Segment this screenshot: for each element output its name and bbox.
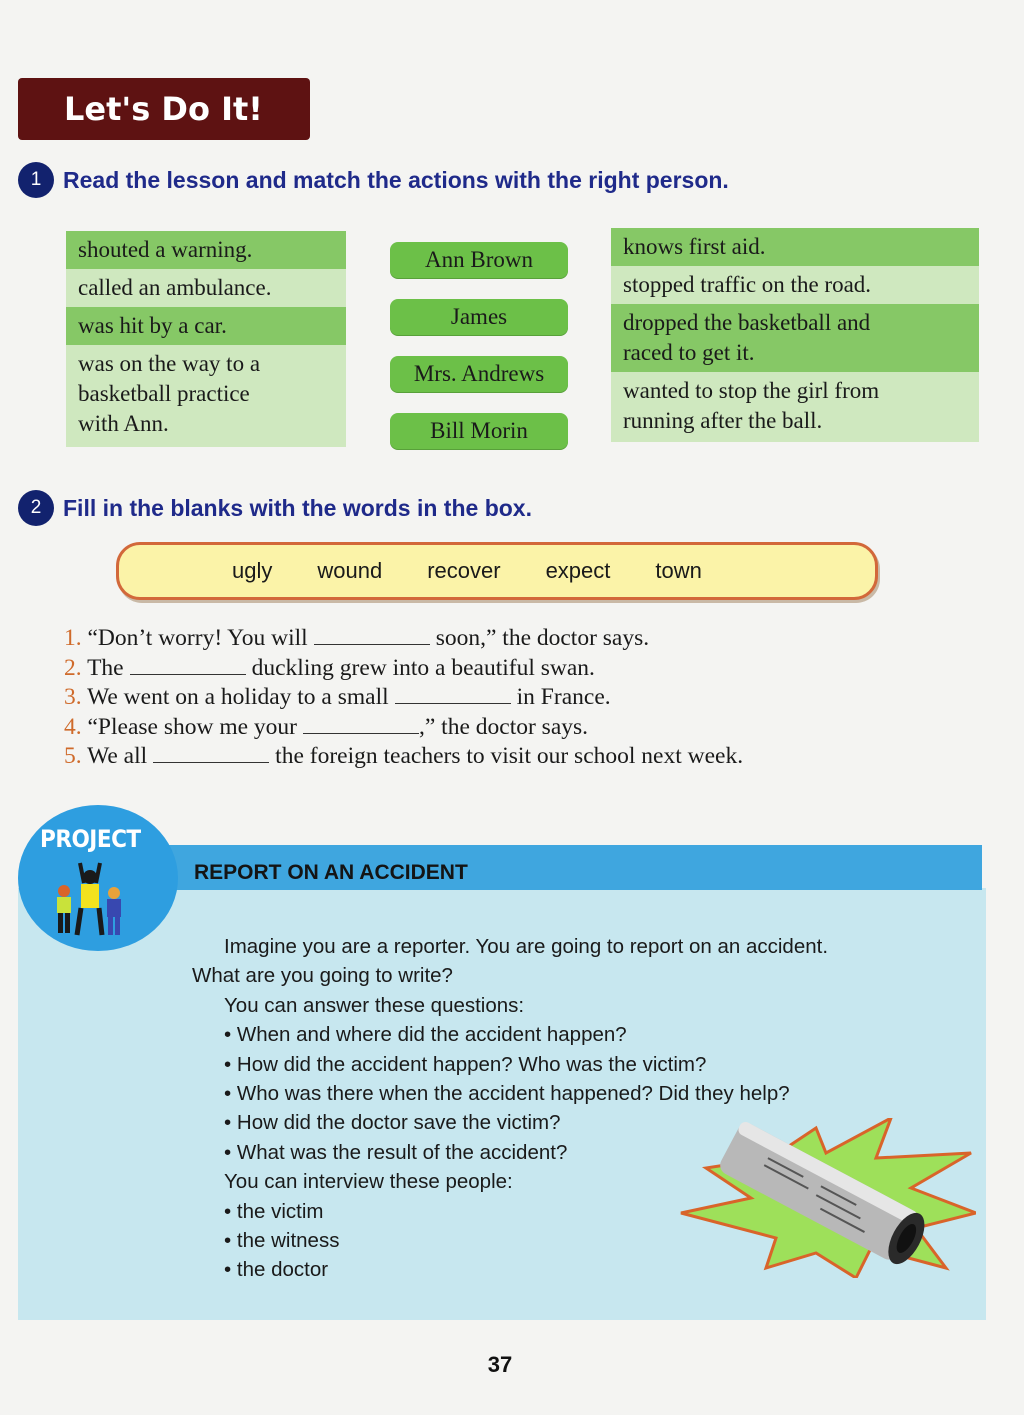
section-title-banner [18,78,310,140]
project-badge [18,805,178,951]
action-text-line: dropped the basketball and [623,310,871,335]
bullet-icon: • [224,1140,232,1164]
exercise-number-badge: 2 [18,490,54,526]
answer-blank[interactable] [153,743,269,763]
sentence-before: We all [87,743,148,769]
exercise-1-heading [18,162,729,198]
sentence-before: “Please show me your [87,713,297,740]
sentence-item [64,683,743,713]
bullet-icon: • [224,1052,232,1076]
sentence-number: 1. [64,625,82,651]
answer-blank[interactable] [130,655,246,675]
person-bill-morin[interactable]: Bill Morin [390,413,568,449]
question-item [192,1020,828,1049]
interviewee-text: the doctor [236,1258,329,1282]
action-item[interactable] [611,372,979,442]
person-mrs-andrews[interactable]: Mrs. Andrews [390,356,568,392]
bullet-icon: • [224,1199,232,1223]
question-item [192,1050,828,1079]
sentence-item [64,624,743,654]
action-text-line: was on the way to a [78,351,261,376]
sentence-after: duckling grew into a beautiful swan. [251,654,595,681]
sentence-item [64,713,743,743]
rolled-newspaper-icon [676,1118,976,1278]
action-item[interactable] [66,307,346,345]
question-text: How did the doctor save the victim? [236,1111,561,1135]
person-ann-brown[interactable]: Ann Brown [390,242,568,278]
bullet-icon: • [224,1258,232,1282]
word-option: ugly [232,558,273,583]
action-text: knows first aid. [623,234,766,259]
bullet-icon: • [224,1023,232,1047]
interview-label: You can interview these people: [224,1170,513,1194]
sentence-after: the foreign teachers to visit our school next week. [275,743,744,769]
sentence-number: 2. [64,654,82,681]
sentence-before: “Don’t worry! You will [87,625,308,651]
action-item[interactable] [66,345,346,447]
action-text-line: running after the ball. [623,408,823,433]
right-actions-column [611,228,979,442]
project-title: REPORT ON AN ACCIDENT [194,861,468,884]
person-james[interactable]: James [390,299,568,335]
action-text: called an ambulance. [78,275,272,300]
exercise-1-instruction: Read the lesson and match the actions with the right person. [63,166,729,193]
action-text-line: basketball practice [78,381,250,406]
project-intro-line-2: What are you going to write? [192,964,453,988]
question-item [192,1079,828,1108]
word-option: expect [545,558,611,583]
project-intro-line-1: Imagine you are a reporter. You are going to report on an accident. [224,935,829,958]
answer-blank[interactable] [314,625,430,645]
sentence-item [64,654,743,684]
questions-label: You can answer these questions: [224,993,525,1017]
answer-blank[interactable] [395,684,511,704]
bullet-icon: • [224,1111,232,1135]
sentence-number: 4. [64,713,82,740]
action-text-line: with Ann. [78,411,169,436]
action-text: stopped traffic on the road. [623,272,872,297]
sentence-after: ,” the doctor says. [419,713,589,740]
sentence-after: soon,” the doctor says. [435,625,650,651]
action-text-line: raced to get it. [623,340,755,365]
answer-blank[interactable] [303,714,419,734]
interviewee-text: the witness [236,1229,340,1253]
action-item[interactable] [66,269,346,307]
word-option: recover [427,558,501,583]
interviewee-text: the victim [236,1199,324,1223]
section-title: Let's Do It! [64,90,263,128]
question-text: Who was there when the accident happened? Did they help? [236,1082,790,1106]
page-number: 37 [487,1352,513,1377]
sentence-item [64,742,743,772]
sentence-number: 3. [64,684,82,710]
question-text: When and where did the accident happen? [236,1023,627,1047]
sentence-number: 5. [64,743,82,769]
word-box [116,542,878,600]
bullet-icon: • [224,1082,232,1106]
action-item[interactable] [611,266,979,304]
project-badge-label: PROJECT [40,825,141,853]
action-text-line: wanted to stop the girl from [623,378,880,403]
children-cheering-icon [50,857,130,941]
exercise-2-instruction: Fill in the blanks with the words in the box. [63,494,532,521]
exercise-number-badge: 1 [18,162,54,198]
word-option: wound [317,558,383,583]
action-item[interactable] [611,228,979,266]
action-item[interactable] [66,231,346,269]
people-column [390,242,568,470]
left-actions-column [66,231,346,447]
word-option: town [655,558,702,583]
action-text: was hit by a car. [78,313,227,338]
exercise-2-heading [18,490,532,526]
fill-in-sentences [64,624,743,772]
bullet-icon: • [224,1229,232,1253]
project-title-bar [150,845,982,890]
action-item[interactable] [611,304,979,372]
sentence-before: The [87,654,124,681]
action-text: shouted a warning. [78,237,253,262]
sentence-before: We went on a holiday to a small [87,684,389,710]
sentence-after: in France. [516,684,611,710]
question-text: How did the accident happen? Who was the victim? [236,1052,707,1076]
question-text: What was the result of the accident? [236,1140,568,1164]
